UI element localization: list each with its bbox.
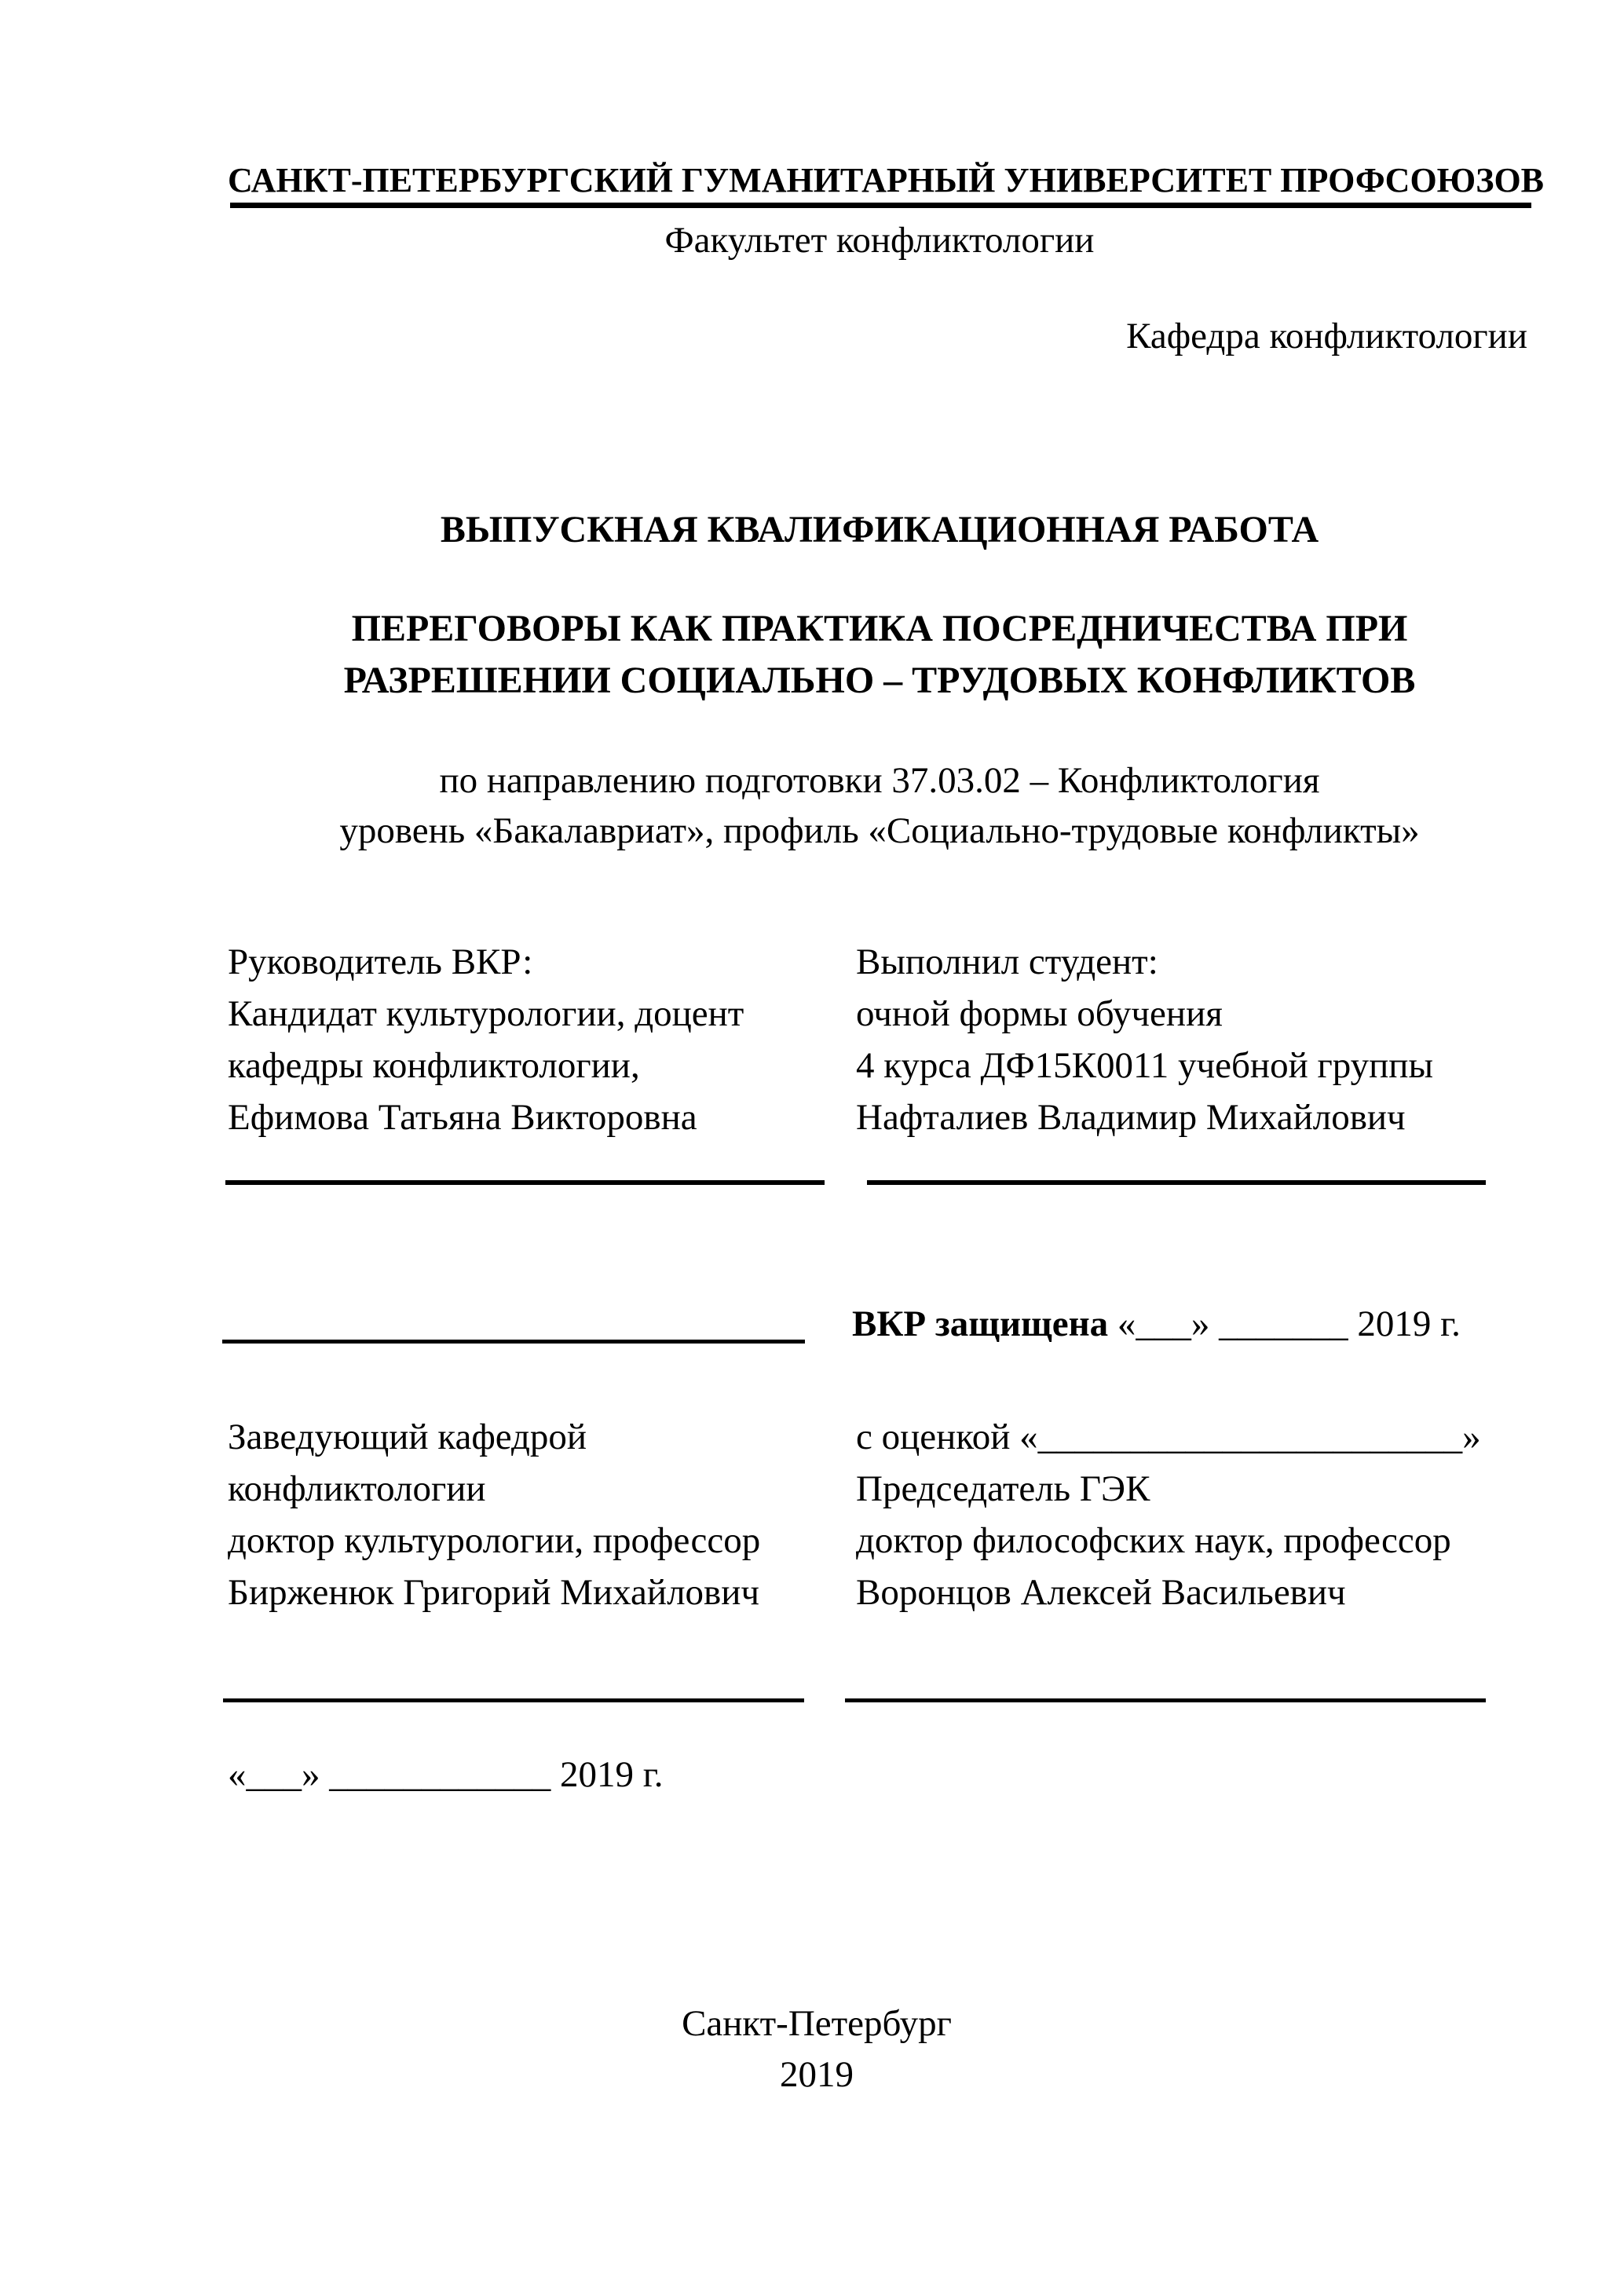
program-block [228,755,1531,856]
advisor-department: кафедры конфликтологии, [228,1045,640,1086]
department-head-title-line-2: конфликтологии [228,1468,486,1509]
student-signature-line [867,1180,1486,1185]
work-type-heading: ВЫПУСКНАЯ КВАЛИФИКАЦИОННАЯ РАБОТА [440,509,1319,550]
thesis-title-line-1: ПЕРЕГОВОРЫ КАК ПРАКТИКА ПОСРЕДНИЧЕСТВА ПРИ [351,608,1408,649]
department-head-degree: доктор культурологии, профессор [228,1520,761,1561]
footer-block [165,1998,1469,2100]
faculty-name: Факультет конфликтологии [664,220,1095,261]
defense-date-blank: «___» _______ 2019 г. [1108,1303,1461,1344]
advisor-block [228,936,852,1143]
gek-chair-title: Председатель ГЭК [856,1468,1150,1509]
thesis-title-line-2: РАЗРЕШЕНИИ СОЦИАЛЬНО – ТРУДОВЫХ КОНФЛИКТОВ [343,660,1416,701]
program-line: по направлению подготовки 37.03.02 – Конфликтология [439,760,1320,801]
department-head-name: Бирженюк Григорий Михайлович [228,1572,760,1613]
student-block [856,936,1539,1143]
student-label: Выполнил студент: [856,941,1158,982]
gek-chair-signature-line [845,1698,1486,1702]
department-head-signature-line [222,1340,805,1344]
grade-blank-line: с оценкой «_______________________» [856,1417,1481,1457]
advisor-name: Ефимова Татьяна Викторовна [228,1097,697,1138]
year: 2019 [780,2054,854,2095]
gek-chair-degree: доктор философских наук, профессор [856,1520,1451,1561]
student-form: очной формы обучения [856,993,1223,1034]
defense-date-line [852,1298,1606,1350]
gek-chair-name: Воронцов Алексей Васильевич [856,1572,1346,1613]
department-head-block [228,1411,852,1618]
gek-chair-block [856,1411,1539,1618]
advisor-signature-line [225,1180,825,1185]
department-head-date-blank: «___» ____________ 2019 г. [228,1754,664,1795]
city-name: Санкт-Петербург [682,2003,952,2044]
header-rule [230,203,1531,208]
department-head-title-line-1: Заведующий кафедрой [228,1417,587,1457]
university-name: САНКТ-ПЕТЕРБУРГСКИЙ ГУМАНИТАРНЫЙ УНИВЕРСИТЕТ ПРОФСОЮЗОВ [228,161,1545,199]
advisor-label: Руководитель ВКР: [228,941,533,982]
thesis-title [228,603,1531,707]
defense-label: ВКР защищена [852,1303,1109,1344]
student-group: 4 курса ДФ15К0011 учебной группы [856,1045,1434,1086]
department-name: Кафедра конфликтологии [1126,316,1527,356]
student-name: Нафталиев Владимир Михайлович [856,1097,1406,1138]
advisor-degree: Кандидат культурологии, доцент [228,993,744,1034]
department-head-signature-line-2 [223,1698,804,1702]
level-line: уровень «Бакалавриат», профиль «Социально-трудовые конфликты» [339,810,1420,851]
